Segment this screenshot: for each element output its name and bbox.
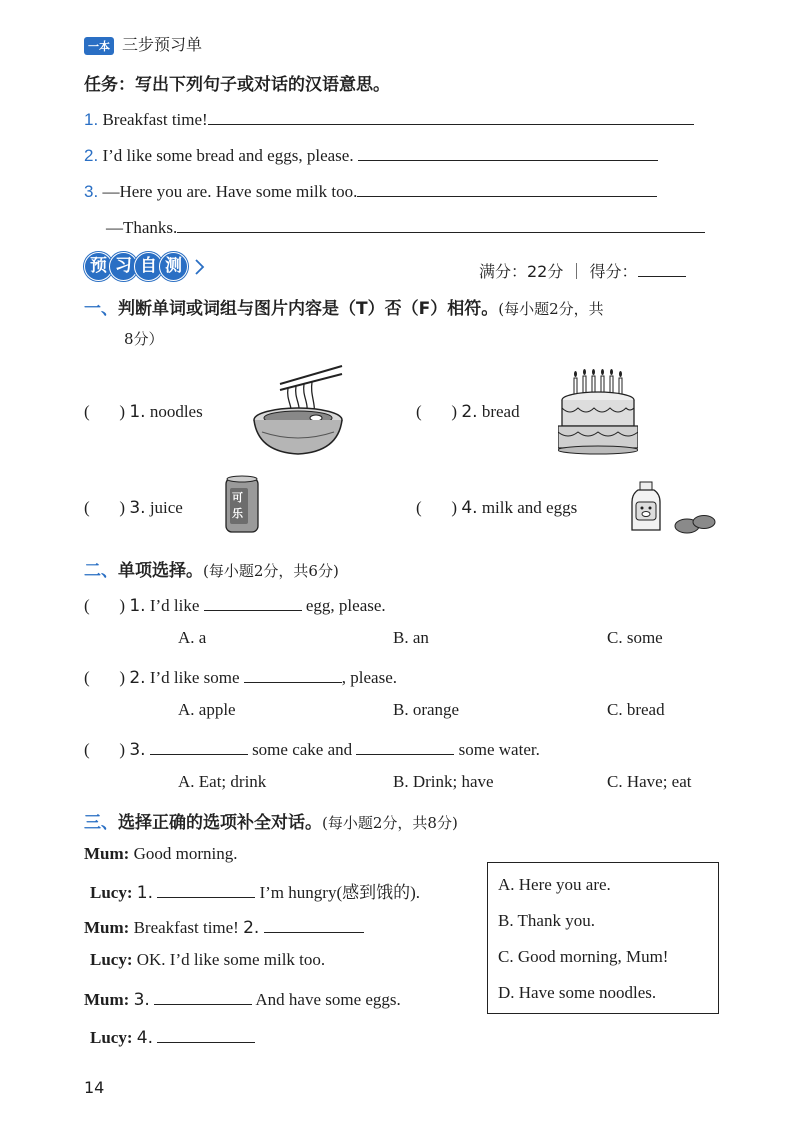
option-a[interactable]: A. Eat; drink bbox=[178, 772, 267, 791]
part1-item-3: ( ) 3. juice bbox=[84, 498, 183, 518]
answer-paren[interactable]: ( ) bbox=[416, 402, 458, 421]
blank-line[interactable] bbox=[157, 879, 255, 898]
blank-line[interactable] bbox=[244, 664, 342, 683]
dialogue-line-6: Lucy: 4. bbox=[90, 1024, 255, 1048]
header-title: 三步预习单 bbox=[122, 35, 203, 54]
blank-line[interactable] bbox=[204, 592, 302, 611]
score-line[interactable] bbox=[638, 258, 686, 277]
dialogue-option-a[interactable]: A. Here you are. bbox=[498, 875, 611, 894]
dialogue-line-5: Mum: 3. And have some eggs. bbox=[84, 986, 401, 1010]
dialogue-option-b[interactable]: B. Thank you. bbox=[498, 911, 595, 930]
page-number: 14 bbox=[84, 1078, 105, 1097]
dialogue-line-4: Lucy: OK. I’d like some milk too. bbox=[90, 950, 326, 969]
answer-paren[interactable]: ( ) bbox=[84, 402, 126, 421]
task-item-1: 1. Breakfast time! bbox=[84, 106, 694, 130]
task-item-2: 2. I’d like some bread and eggs, please. bbox=[84, 142, 658, 166]
part1-item-4: ( ) 4. milk and eggs bbox=[416, 498, 578, 518]
blank-line[interactable] bbox=[264, 914, 364, 933]
part2-question-2: ( ) 2. I’d like some , please. bbox=[84, 664, 397, 688]
part3-title: 三、选择正确的选项补全对话。(每小题2分，共8分) bbox=[84, 813, 458, 833]
task-title: 任务：写出下列句子或对话的汉语意思。 bbox=[84, 75, 390, 95]
self-test-label: 预 习 自 测 bbox=[84, 252, 206, 281]
option-c[interactable]: C. Have; eat bbox=[607, 772, 692, 791]
options-box bbox=[487, 862, 719, 1014]
answer-paren[interactable]: ( ) bbox=[416, 498, 458, 517]
dialogue-line-1: Mum: Good morning. bbox=[84, 844, 238, 863]
part2-question-1: ( ) 1. I’d like egg, please. bbox=[84, 592, 386, 616]
option-c[interactable]: C. some bbox=[607, 628, 663, 647]
blank-line[interactable] bbox=[154, 986, 252, 1005]
blank-line[interactable] bbox=[150, 736, 248, 755]
option-a[interactable]: A. a bbox=[178, 628, 207, 647]
milk-and-eggs-image bbox=[630, 480, 718, 536]
answer-paren[interactable]: ( ) bbox=[84, 596, 126, 615]
blank-line[interactable] bbox=[157, 1024, 255, 1043]
dialogue-option-c[interactable]: C. Good morning, Mum! bbox=[498, 947, 669, 966]
task-item-3: 3. —Here you are. Have some milk too. bbox=[84, 178, 657, 202]
blank-line[interactable] bbox=[356, 736, 454, 755]
answer-line[interactable] bbox=[208, 106, 694, 125]
header bbox=[84, 32, 202, 55]
answer-line[interactable] bbox=[177, 214, 705, 233]
answer-line[interactable] bbox=[357, 178, 657, 197]
dialogue-line-2: Lucy: 1. I’m hungry(感到饿的). bbox=[90, 878, 420, 903]
option-b[interactable]: B. orange bbox=[393, 700, 460, 719]
task-item-4: —Thanks. bbox=[106, 214, 705, 238]
noodles-image bbox=[250, 362, 346, 458]
option-c[interactable]: C. bread bbox=[607, 700, 665, 719]
option-a[interactable]: A. apple bbox=[178, 700, 236, 719]
part1-item-1: ( ) 1. noodles bbox=[84, 402, 203, 422]
part1-title: 一、判断单词或词组与图片内容是（T）否（F）相符。(每小题2分，共 bbox=[84, 299, 604, 319]
part1-note-cont: 8分） bbox=[124, 330, 164, 348]
answer-line[interactable] bbox=[358, 142, 658, 161]
part2-question-3: ( ) 3. some cake and some water. bbox=[84, 736, 540, 760]
score-box: 满分：22分 ｜ 得分： bbox=[479, 258, 686, 282]
part1-item-2: ( ) 2. bread bbox=[416, 402, 520, 422]
chevron-right-icon bbox=[194, 257, 206, 277]
answer-paren[interactable]: ( ) bbox=[84, 498, 126, 517]
birthday-cake-image bbox=[558, 368, 638, 456]
dialogue-option-d[interactable]: D. Have some noodles. bbox=[498, 983, 657, 1002]
option-b[interactable]: B. Drink; have bbox=[393, 772, 494, 791]
cola-can-image: 可 乐 bbox=[222, 474, 262, 536]
option-b[interactable]: B. an bbox=[393, 628, 429, 647]
part2-title: 二、单项选择。(每小题2分，共6分) bbox=[84, 561, 339, 581]
answer-paren[interactable]: ( ) bbox=[84, 740, 126, 759]
answer-paren[interactable]: ( ) bbox=[84, 668, 126, 687]
brand-badge: 一本 bbox=[84, 37, 114, 55]
dialogue-line-3: Mum: Breakfast time! 2. bbox=[84, 914, 364, 938]
